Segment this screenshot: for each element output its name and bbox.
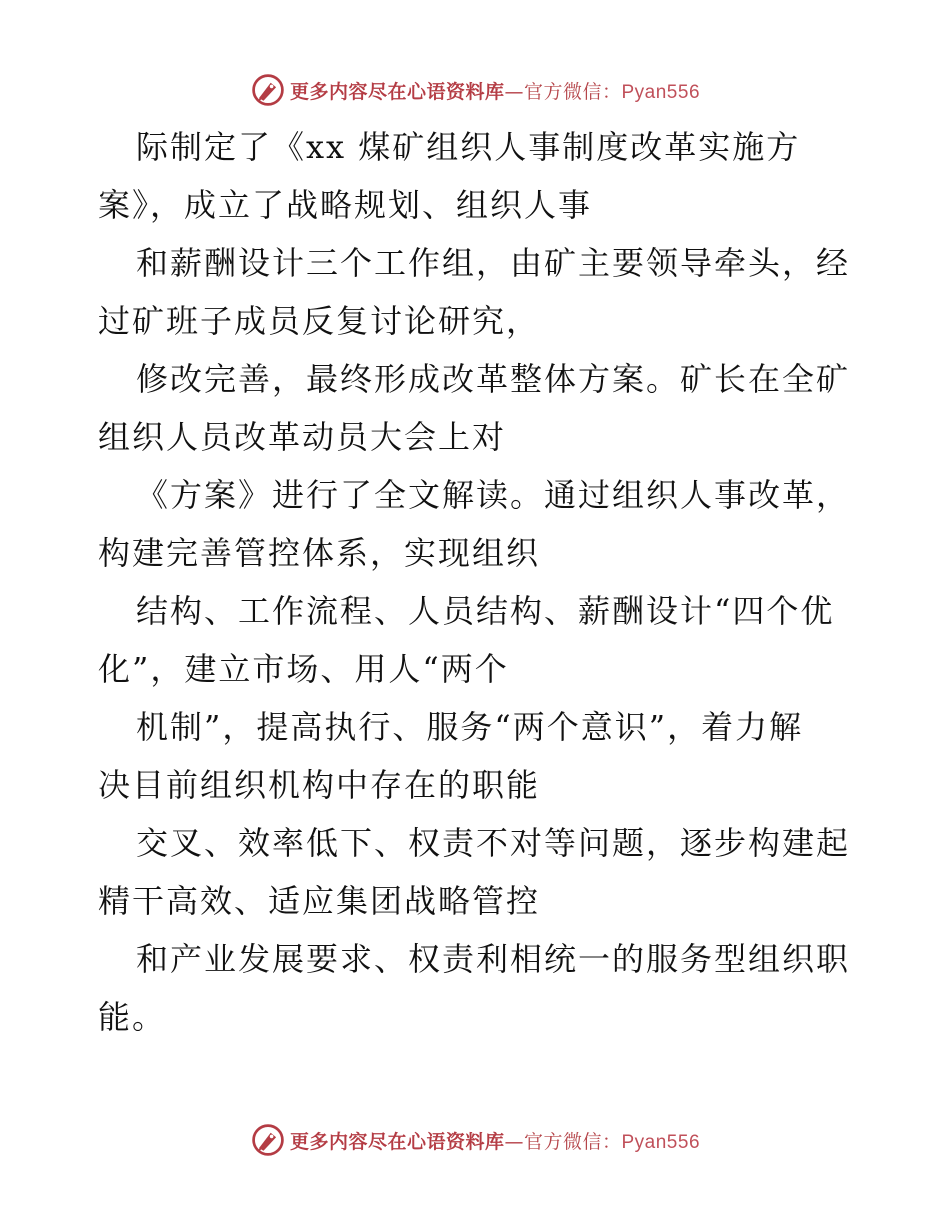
footer-text: [290, 1127, 700, 1154]
paragraph-line: 机制”，提高执行、服务“两个意识”，着力解: [136, 708, 804, 746]
paragraph-3: [98, 350, 858, 466]
document-body: [98, 118, 858, 1046]
footer-account: Pyan556: [621, 1131, 701, 1153]
footer-banner: [0, 1120, 950, 1160]
paragraph-6: [98, 698, 858, 814]
paragraph-line: 化”，建立市场、用人“两个: [98, 650, 509, 688]
paragraph-1: [98, 118, 858, 234]
paragraph-line: 结构、工作流程、人员结构、薪酬设计“四个优: [136, 592, 835, 630]
pen-nib-logo-icon: [250, 1122, 286, 1158]
footer-wechat-label: 官方微信：: [523, 1130, 622, 1153]
paragraph-8: [98, 930, 858, 1046]
pen-nib-logo-icon: [250, 72, 286, 108]
paragraph-line: 组织人员改革动员大会上对: [98, 418, 507, 456]
paragraph-5: [98, 582, 858, 698]
footer-dash: —: [504, 1130, 524, 1153]
header-brand: 更多内容尽在心语资料库: [289, 80, 505, 103]
header-wechat-label: 官方微信：: [523, 80, 622, 103]
paragraph-line: 精干高效、适应集团战略管控: [98, 882, 541, 920]
paragraph-line: 能。: [98, 998, 167, 1036]
header-account: Pyan556: [621, 81, 701, 103]
paragraph-line: 和薪酬设计三个工作组，由矿主要领导牵头，经: [136, 244, 851, 282]
footer-brand: 更多内容尽在心语资料库: [289, 1130, 505, 1153]
header-text: [290, 77, 700, 104]
header-dash: —: [504, 80, 524, 103]
paragraph-line: 构建完善管控体系，实现组织: [98, 534, 541, 572]
paragraph-2: [98, 234, 858, 350]
paragraph-line: 案》，成立了战略规划、组织人事: [98, 186, 593, 224]
paragraph-line: 《方案》进行了全文解读。通过组织人事改革，: [136, 476, 851, 514]
paragraph-line: 过矿班子成员反复讨论研究，: [98, 302, 541, 340]
header-banner: [0, 70, 950, 110]
paragraph-line: 和产业发展要求、权责利相统一的服务型组织职: [136, 940, 851, 978]
paragraph-4: [98, 466, 858, 582]
paragraph-7: [98, 814, 858, 930]
paragraph-line: 修改完善，最终形成改革整体方案。矿长在全矿: [136, 360, 851, 398]
paragraph-line: 决目前组织机构中存在的职能: [98, 766, 541, 804]
paragraph-line: 际制定了《xx 煤矿组织人事制度改革实施方: [136, 128, 801, 166]
paragraph-line: 交叉、效率低下、权责不对等问题，逐步构建起: [136, 824, 851, 862]
